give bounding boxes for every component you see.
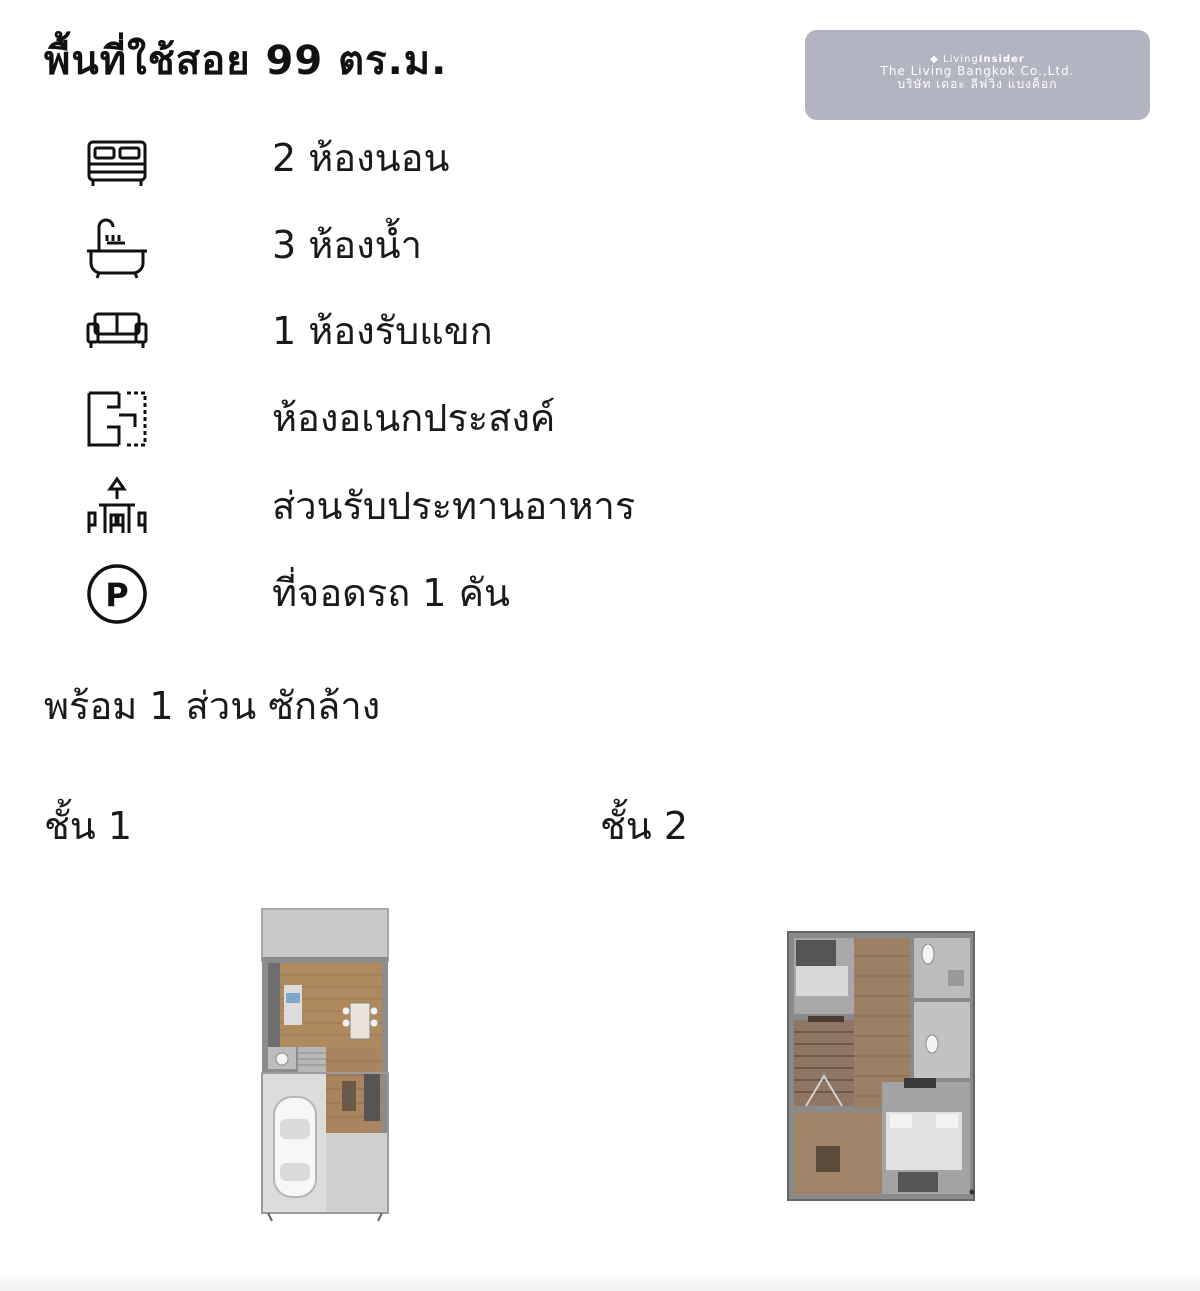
- feature-dining-area: [0, 470, 900, 550]
- floorplan-icon: [85, 387, 149, 451]
- bathtub-icon: [85, 215, 149, 279]
- feature-label: 1 ห้องรับแขก: [272, 309, 493, 353]
- feature-label: ห้องอเนกประสงค์: [272, 396, 556, 440]
- watermark-line-2: บริษัท เดอะ ลีฟวิ่ง แบงค็อก: [897, 77, 1058, 91]
- parking-icon-letter: P: [105, 576, 129, 614]
- sofa-icon: [85, 300, 149, 364]
- floor-1-plan: [258, 905, 393, 1223]
- floor-2-label: ชั้น 2: [600, 804, 689, 848]
- feature-bedrooms: [0, 120, 900, 200]
- extra-feature-text: พร้อม 1 ส่วน ซักล้าง: [44, 684, 381, 728]
- watermark: [805, 30, 1150, 120]
- feature-label: ที่จอดรถ 1 คัน: [272, 571, 510, 615]
- floor-2-plan: [786, 926, 978, 1206]
- feature-label: 2 ห้องนอน: [272, 136, 450, 180]
- parking-icon: [85, 561, 149, 625]
- feature-multipurpose-room: [0, 382, 900, 462]
- feature-parking: [0, 557, 900, 637]
- feature-living-room: [0, 295, 900, 375]
- feature-label: ส่วนรับประทานอาหาร: [272, 484, 636, 528]
- bed-icon: [85, 130, 149, 194]
- bottom-divider: [0, 1272, 1200, 1291]
- watermark-brand-prefix: Living: [943, 54, 979, 65]
- dining-icon: [85, 475, 149, 539]
- watermark-brand-bold: Insider: [978, 54, 1025, 65]
- watermark-logo-icon: ◆: [930, 54, 939, 65]
- feature-bathrooms: [0, 207, 900, 287]
- floor-1-label: ชั้น 1: [44, 804, 133, 848]
- watermark-line-1: The Living Bangkok Co.,Ltd.: [880, 64, 1075, 78]
- feature-label: 3 ห้องน้ำ: [272, 223, 422, 267]
- page-title: พื้นที่ใช้สอย 99 ตร.ม.: [44, 38, 448, 84]
